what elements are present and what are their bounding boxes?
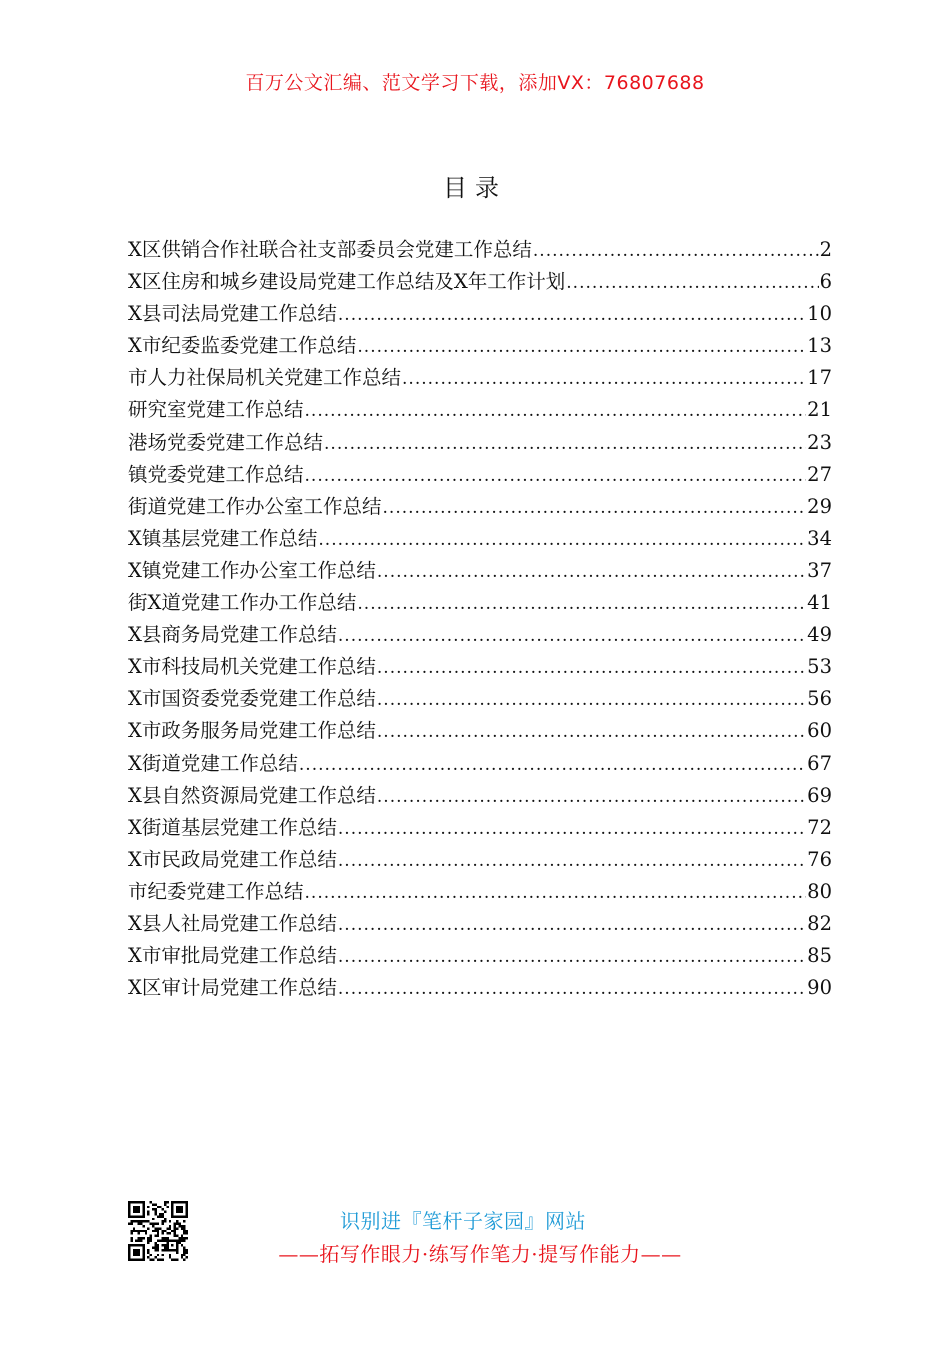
toc-entry[interactable] bbox=[128, 940, 832, 972]
toc-dot-leader bbox=[377, 684, 806, 716]
footer-site-line: 识别进『笔杆子家园』网站 bbox=[340, 1209, 586, 1233]
toc-dot-leader bbox=[357, 331, 806, 363]
toc-page-number: 53 bbox=[807, 655, 832, 679]
toc-entry[interactable] bbox=[128, 362, 832, 394]
toc-dot-leader bbox=[305, 395, 807, 427]
toc-entry[interactable] bbox=[128, 427, 832, 459]
toc-page-number: 82 bbox=[807, 911, 832, 935]
footer-slogan: ——拓写作眼力·练写作笔力·提写作能力—— bbox=[278, 1242, 682, 1266]
toc-list bbox=[128, 234, 832, 1004]
toc-entry-title: X区住房和城乡建设局党建工作总结及X年工作计划 bbox=[128, 270, 566, 294]
toc-page-number: 80 bbox=[807, 879, 832, 903]
toc-page-number: 69 bbox=[807, 783, 832, 807]
toc-entry-title: 研究室党建工作总结 bbox=[128, 398, 304, 422]
toc-entry[interactable] bbox=[128, 651, 832, 683]
toc-page-number: 49 bbox=[807, 623, 832, 647]
toc-page-number: 17 bbox=[807, 366, 832, 390]
toc-dot-leader bbox=[338, 973, 806, 1005]
toc-entry-title: X县商务局党建工作总结 bbox=[128, 623, 337, 647]
toc-dot-leader bbox=[533, 235, 819, 267]
toc-entry-title: X县司法局党建工作总结 bbox=[128, 302, 337, 326]
toc-entry-title: X区供销合作社联合社支部委员会党建工作总结 bbox=[128, 238, 532, 261]
toc-dot-leader bbox=[377, 556, 806, 588]
toc-entry[interactable] bbox=[128, 748, 832, 780]
toc-dot-leader bbox=[377, 781, 806, 813]
toc-entry[interactable] bbox=[128, 330, 832, 362]
toc-entry[interactable] bbox=[128, 587, 832, 619]
toc-dot-leader bbox=[318, 524, 806, 556]
toc-entry[interactable] bbox=[128, 298, 832, 330]
toc-entry-title: 市人力社保局机关党建工作总结 bbox=[128, 366, 402, 390]
toc-page-number: 29 bbox=[807, 494, 832, 518]
toc-entry[interactable] bbox=[128, 459, 832, 491]
toc-dot-leader bbox=[299, 749, 806, 781]
toc-entry-title: X区审计局党建工作总结 bbox=[128, 976, 337, 1000]
toc-entry[interactable] bbox=[128, 876, 832, 908]
toc-page-number: 13 bbox=[807, 334, 832, 358]
toc-page-number: 2 bbox=[819, 238, 832, 261]
toc-page-number: 85 bbox=[807, 944, 832, 968]
toc-entry-title: X街道党建工作总结 bbox=[128, 751, 298, 775]
toc-dot-leader bbox=[357, 588, 806, 620]
toc-dot-leader bbox=[338, 813, 806, 845]
toc-entry-title: X镇党建工作办公室工作总结 bbox=[128, 558, 376, 582]
toc-entry[interactable] bbox=[128, 683, 832, 715]
toc-entry-title: 市纪委党建工作总结 bbox=[128, 879, 304, 903]
toc-page-number: 67 bbox=[807, 751, 832, 775]
toc-page-number: 23 bbox=[807, 430, 832, 454]
toc-dot-leader bbox=[338, 620, 806, 652]
toc-entry[interactable] bbox=[128, 234, 832, 266]
toc-dot-leader bbox=[383, 492, 807, 524]
toc-page-number: 37 bbox=[807, 558, 832, 582]
toc-entry-title: X镇基层党建工作总结 bbox=[128, 526, 318, 550]
toc-page-number: 90 bbox=[807, 976, 832, 1000]
toc-page-number: 21 bbox=[807, 398, 832, 422]
toc-page-number: 60 bbox=[807, 719, 832, 743]
toc-dot-leader bbox=[324, 428, 806, 460]
toc-page-number: 76 bbox=[807, 847, 832, 871]
toc-entry-title: X市国资委党委党建工作总结 bbox=[128, 687, 376, 711]
toc-entry[interactable] bbox=[128, 266, 832, 298]
toc-entry-title: 镇党委党建工作总结 bbox=[128, 462, 304, 486]
toc-dot-leader bbox=[305, 460, 807, 492]
toc-dot-leader bbox=[338, 941, 806, 973]
toc-entry-title: X市审批局党建工作总结 bbox=[128, 944, 337, 968]
toc-entry[interactable] bbox=[128, 780, 832, 812]
toc-dot-leader bbox=[338, 909, 806, 941]
toc-dot-leader bbox=[338, 299, 806, 331]
toc-entry[interactable] bbox=[128, 908, 832, 940]
toc-entry-title: X县人社局党建工作总结 bbox=[128, 911, 337, 935]
toc-dot-leader bbox=[377, 652, 806, 684]
toc-page-number: 34 bbox=[807, 526, 832, 550]
toc-dot-leader bbox=[402, 363, 806, 395]
toc-entry[interactable] bbox=[128, 394, 832, 426]
toc-page-number: 10 bbox=[807, 302, 832, 326]
toc-entry-title: 街X道党建工作办工作总结 bbox=[128, 591, 357, 615]
toc-entry-title: X市科技局机关党建工作总结 bbox=[128, 655, 376, 679]
toc-entry-title: X街道基层党建工作总结 bbox=[128, 815, 337, 839]
toc-entry[interactable] bbox=[128, 491, 832, 523]
toc-entry-title: 港场党委党建工作总结 bbox=[128, 430, 324, 454]
toc-entry-title: 街道党建工作办公室工作总结 bbox=[128, 494, 382, 518]
toc-page-number: 72 bbox=[807, 815, 832, 839]
toc-dot-leader bbox=[305, 877, 807, 909]
toc-page-number: 6 bbox=[819, 270, 832, 294]
toc-entry[interactable] bbox=[128, 972, 832, 1004]
toc-entry-title: X县自然资源局党建工作总结 bbox=[128, 783, 376, 807]
header-banner: 百万公文汇编、范文学习下载，添加VX：76807688 bbox=[245, 72, 705, 94]
toc-entry[interactable] bbox=[128, 812, 832, 844]
toc-entry-title: X市民政局党建工作总结 bbox=[128, 847, 337, 871]
toc-page-number: 56 bbox=[807, 687, 832, 711]
toc-entry[interactable] bbox=[128, 715, 832, 747]
toc-entry[interactable] bbox=[128, 555, 832, 587]
toc-entry[interactable] bbox=[128, 619, 832, 651]
toc-dot-leader bbox=[566, 267, 818, 299]
toc-entry[interactable] bbox=[128, 844, 832, 876]
toc-title: 目录 bbox=[443, 174, 507, 202]
toc-page-number: 27 bbox=[807, 462, 832, 486]
toc-entry[interactable] bbox=[128, 523, 832, 555]
toc-entry-title: X市政务服务局党建工作总结 bbox=[128, 719, 376, 743]
toc-dot-leader bbox=[377, 716, 806, 748]
toc-dot-leader bbox=[338, 845, 806, 877]
toc-page-number: 41 bbox=[807, 591, 832, 615]
toc-entry-title: X市纪委监委党建工作总结 bbox=[128, 334, 357, 358]
